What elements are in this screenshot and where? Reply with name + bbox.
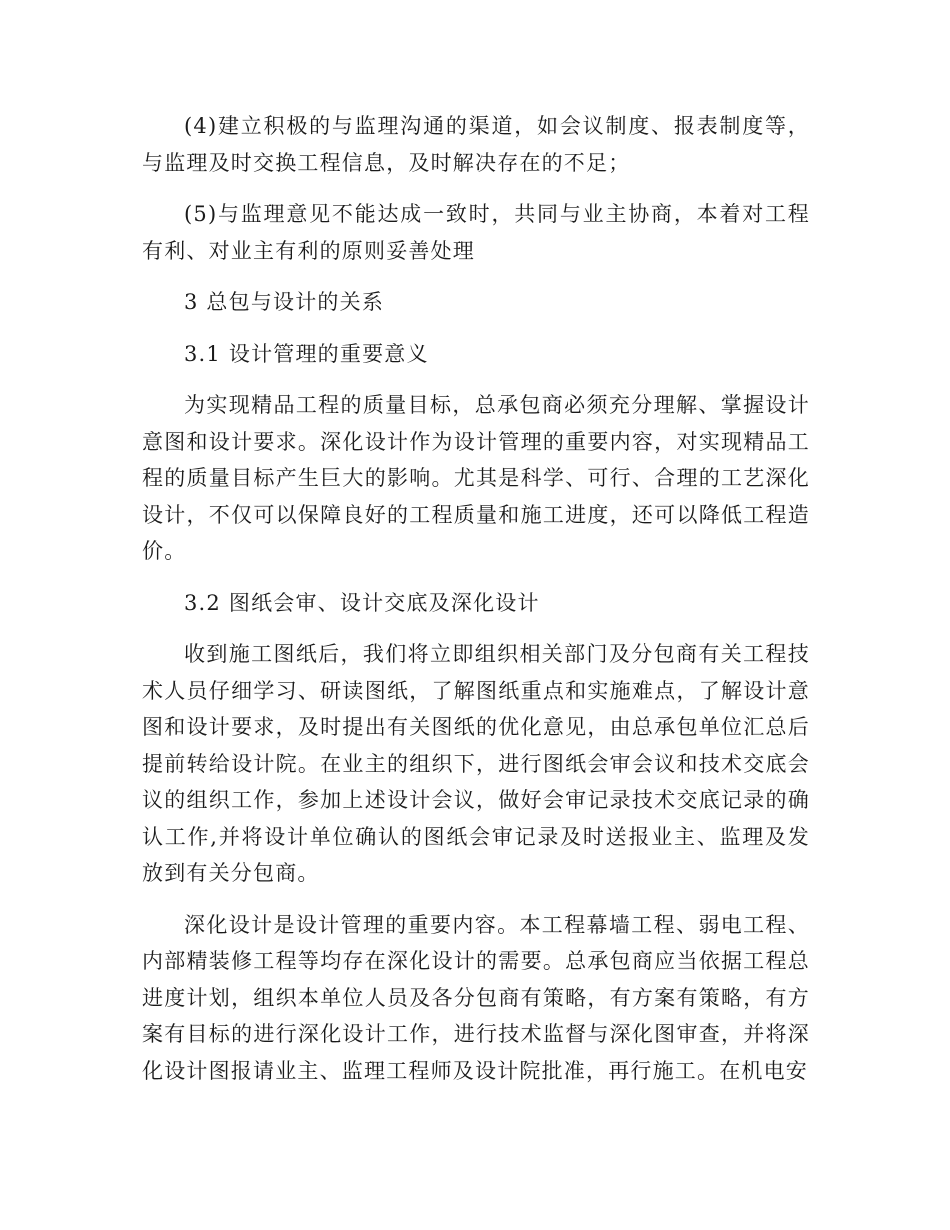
paragraph-design-management-significance: 为实现精品工程的质量目标，总承包商必须充分理解、掌握设计意图和设计要求。深化设计作为设计管理的重要内容，对实现精品工程的质量目标产生巨大的影响。尤其是科学、可行、合理的工艺深化设计，不仅可以保障良好的工程质量和施工进度，还可以降低工程造价。: [142, 393, 810, 563]
paragraph-supervision-disagreement: (5)与监理意见不能达成一致时，共同与业主协商，本着对工程有利、对业主有利的原则妥善处理: [142, 202, 810, 263]
paragraph-deepened-design: 深化设计是设计管理的重要内容。本工程幕墙工程、弱电工程、内部精装修工程等均存在深化设计的需要。总承包商应当依据工程总进度计划，组织本单位人员及各分包商有策略，有方案有策略，有方案有目标的进行深化设计工作，进行技术监督与深化图审查，并将深化设计图报请业主、监理工程师及设计院批准，再行施工。在机电安: [142, 912, 810, 1083]
section-heading-3-1: 3.1 设计管理的重要意义: [184, 341, 429, 366]
section-heading-3-2: 3.2 图纸会审、设计交底及深化设计: [184, 590, 540, 615]
paragraph-supervision-communication: (4)建立积极的与监理沟通的渠道，如会议制度、报表制度等，与监理及时交换工程信息，及时解决存在的不足；: [142, 114, 810, 175]
paragraph-drawing-review: 收到施工图纸后，我们将立即组织相关部门及分包商有关工程技术人员仔细学习、研读图纸，了解图纸重点和实施难点，了解设计意图和设计要求，及时提出有关图纸的优化意见，由总承包单位汇总后提前转给设计院。在业主的组织下，进行图纸会审会议和技术交底会议的组织工作，参加上述设计会议，做好会审记录技术交底记录的确认工作,并将设计单位确认的图纸会审记录及时送报业主、监理及发放到有关分包商。: [142, 642, 810, 885]
document-body: [142, 108, 810, 1104]
section-heading-3: 3 总包与设计的关系: [184, 290, 385, 314]
